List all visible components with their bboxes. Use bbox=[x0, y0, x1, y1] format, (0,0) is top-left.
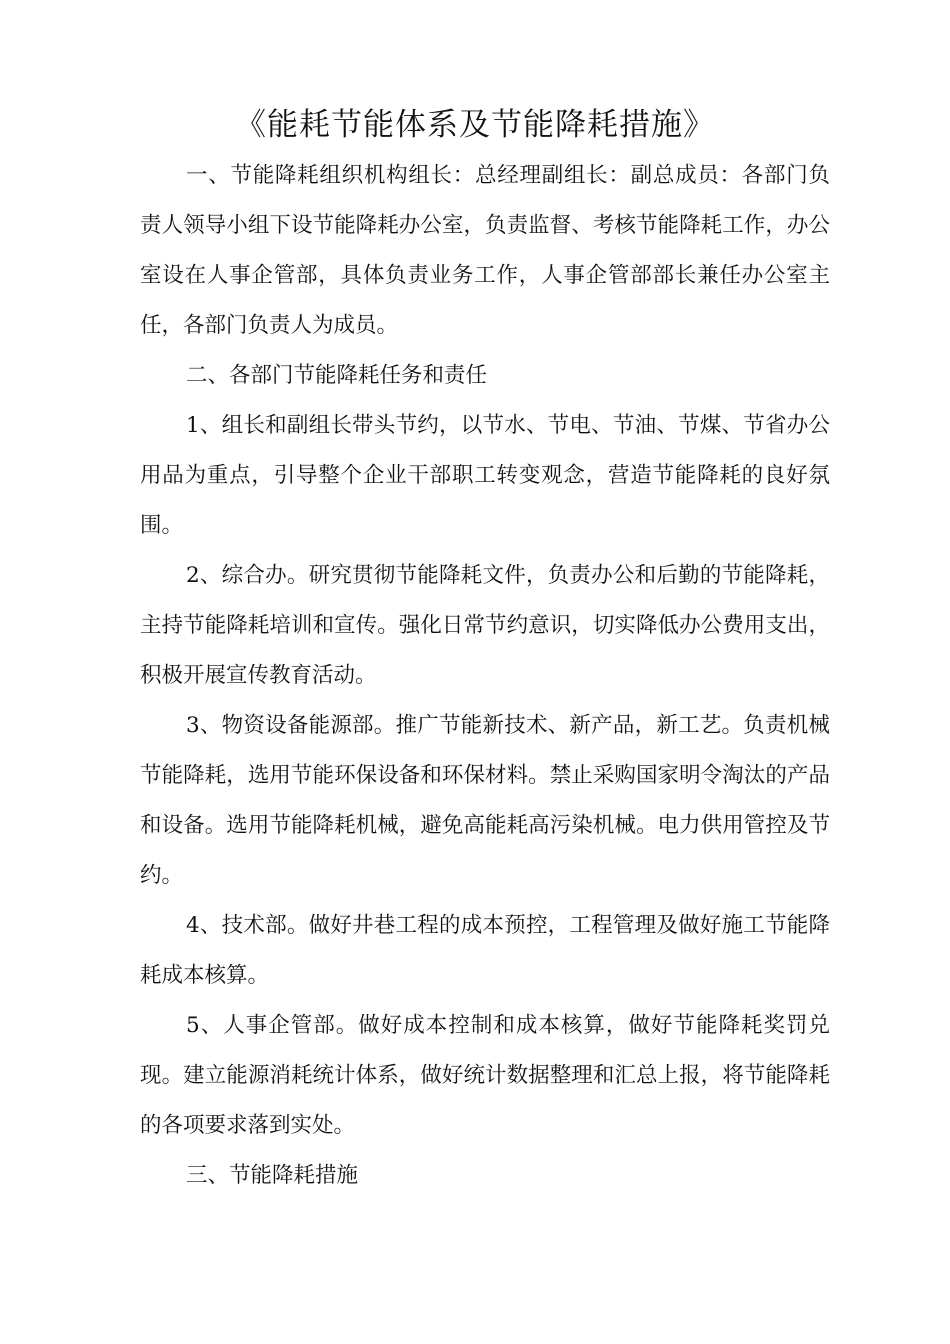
paragraph-item-4: 4、技术部。做好井巷工程的成本预控，工程管理及做好施工节能降耗成本核算。 bbox=[140, 913, 830, 988]
paragraph-organization: 一、节能降耗组织机构组长：总经理副组长：副总成员：各部门负责人领导小组下设节能降耗办公室，负责监督、考核节能降耗工作，办公室设在人事企管部，具体负责业务工作，人事企管部部长兼任办公室主任，各部门负责人为成员。 bbox=[140, 163, 830, 338]
paragraph-item-1: 1、组长和副组长带头节约，以节水、节电、节油、节煤、节省办公用品为重点，引导整个企业干部职工转变观念，营造节能降耗的良好氛围。 bbox=[140, 413, 830, 538]
paragraph-item-5: 5、人事企管部。做好成本控制和成本核算，做好节能降耗奖罚兑现。建立能源消耗统计体系，做好统计数据整理和汇总上报，将节能降耗的各项要求落到实处。 bbox=[140, 1013, 830, 1138]
paragraph-section-three-heading: 三、节能降耗措施 bbox=[186, 1163, 359, 1188]
document-body bbox=[140, 151, 830, 1201]
paragraph-item-2: 2、综合办。研究贯彻节能降耗文件，负责办公和后勤的节能降耗，主持节能降耗培训和宣传。强化日常节约意识，切实降低办公费用支出，积极开展宣传教育活动。 bbox=[140, 563, 830, 688]
document-title: 《能耗节能体系及节能降耗措施》 bbox=[235, 107, 715, 143]
paragraph-item-3: 3、物资设备能源部。推广节能新技术、新产品，新工艺。负责机械节能降耗，选用节能环保设备和环保材料。禁止采购国家明令淘汰的产品和设备。选用节能降耗机械，避免高能耗高污染机械。电力供用管控及节约。 bbox=[140, 713, 830, 888]
paragraph-section-two-heading: 二、各部门节能降耗任务和责任 bbox=[186, 363, 488, 388]
